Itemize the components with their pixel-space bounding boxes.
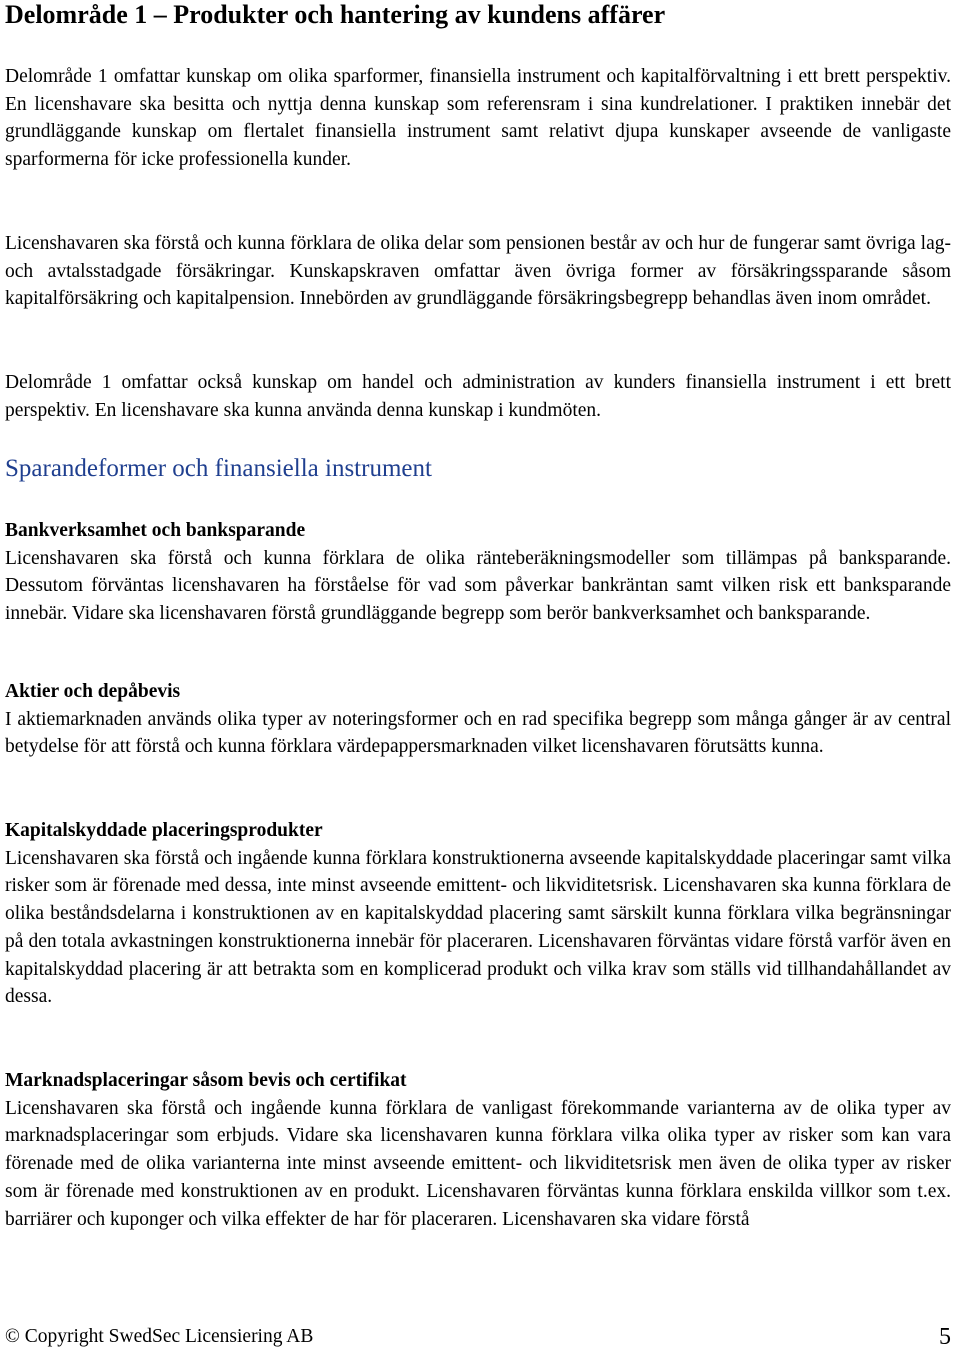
section-heading bbox=[5, 454, 951, 484]
page-title: Delområde 1 – Produkter och hantering av kundens affärer bbox=[5, 0, 666, 29]
subsection-bankverksamhet bbox=[5, 517, 951, 628]
subsection-heading: Kapitalskyddade placeringsprodukter bbox=[5, 820, 323, 841]
paragraph-text: Delområde 1 omfattar också kunskap om handel och administration av kunders finansiella instrument i ett brett perspektiv. En licenshavare ska kunna använda denna kunskap i kundmöten. bbox=[5, 372, 951, 421]
section-title: Sparandeformer och finansiella instrument bbox=[5, 455, 432, 482]
subsection-marknadsplaceringar bbox=[5, 1067, 951, 1233]
subsection-text: Licenshavaren ska förstå och ingående kunna förklara de vanligast förekommande varianterna av de olika typer av marknadsplaceringar som erbjuds. Vidare ska licenshavaren kunna förklara vilka olika typer av risker som kan vara förenade med de olika varianterna inte minst avseende emittent- och likviditetsrisk men även de olika typer av risker som är förenade med konstruktionen av en produkt. Licenshavaren förväntas kunna förklara enskilda villkor som t.ex. barriärer och kuponger och vilka effekter de har för placeraren. Licenshavaren ska vidare förstå bbox=[5, 1097, 951, 1230]
paragraph-text: Delområde 1 omfattar kunskap om olika sparformer, finansiella instrument och kapitalförvaltning i ett brett perspektiv. En licenshavare ska besitta och nyttja denna kunskap som referensram i sina kundrelationer. I praktiken innebär det grundläggande kunskap om flertalet finansiella instrument samt relativt djupa kunskaper avseende de vanligaste sparformerna för icke professionella kunder. bbox=[5, 66, 951, 171]
intro-paragraph-2 bbox=[5, 230, 951, 313]
subsection-heading: Bankverksamhet och banksparande bbox=[5, 520, 306, 541]
subsection-kapitalskyddade bbox=[5, 817, 951, 1011]
intro-paragraph-1 bbox=[5, 63, 951, 174]
copyright-notice: © Copyright SwedSec Licensiering AB bbox=[5, 1326, 314, 1347]
subsection-heading: Marknadsplaceringar såsom bevis och certifikat bbox=[5, 1070, 407, 1091]
subsection-text: I aktiemarknaden används olika typer av noteringsformer och en rad specifika begrepp som många gånger är av central betydelse för att förstå och kunna förklara värdepappersmarknaden vilket licenshavaren förutsätts kunna. bbox=[5, 708, 951, 758]
subsection-text: Licenshavaren ska förstå och kunna förklara de olika ränteberäkningsmodeller som tillämpas på banksparande. Dessutom förväntas licenshavaren ha förståelse för vad som påverkar bankräntan samt vilken risk ett banksparande innebär. Vidare ska licenshavaren förstå grundläggande begrepp som berör bankverksamhet och banksparande. bbox=[5, 547, 951, 625]
page-number: 5 bbox=[939, 1324, 951, 1350]
subsection-heading: Aktier och depåbevis bbox=[5, 681, 181, 702]
subsection-text: Licenshavaren ska förstå och ingående kunna förklara konstruktionerna avseende kapitalskyddade placeringar samt vilka risker som är förenade med dessa, inte minst avseende emittent- och likviditetsrisk. Licenshavaren ska kunna förklara de olika beståndsdelarna i konstruktionen av en kapitalskyddad placering samt särskilt kunna förklara vilka begränsningar på den totala avkastningen konstruktionerna innebär för placeraren. Licenshavaren förväntas vidare förstå varför även en kapitalskyddad placering är att betrakta som en komplicerad produkt och vilka krav som ställs vid tillhandahållandet av dessa. bbox=[5, 847, 951, 1008]
intro-paragraph-3 bbox=[5, 369, 951, 424]
paragraph-text: Licenshavaren ska förstå och kunna förklara de olika delar som pensionen består av och hur de fungerar samt övriga lag- och avtalsstadgade försäkringar. Kunskapskraven omfattar även övriga former av försäkringssparande såsom kapitalförsäkring och kapitalpension. Innebörden av grundläggande försäkringsbegrepp behandlas även inom området. bbox=[5, 233, 951, 310]
subsection-aktier bbox=[5, 678, 951, 761]
